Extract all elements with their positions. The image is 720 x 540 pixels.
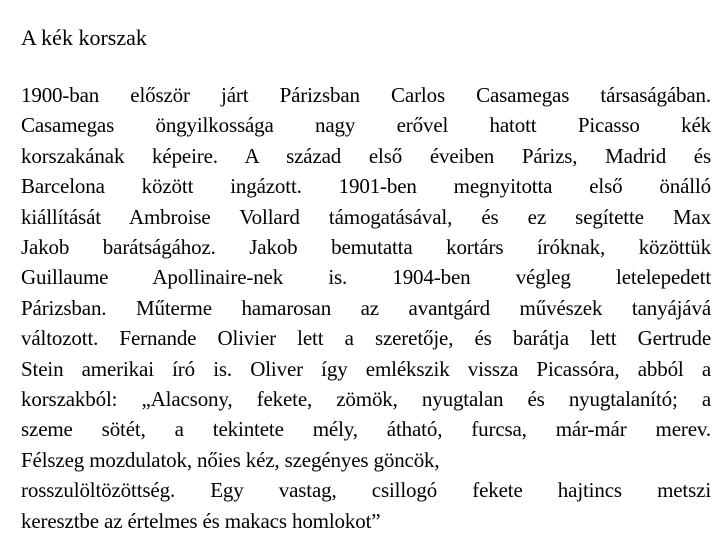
body-line: szeme sötét, a tekintete mély, átható, furcsa, már-már merev.	[21, 417, 711, 442]
body-line: 1900-ban először járt Párizsban Carlos Casamegas társaságában.	[21, 83, 711, 107]
body-line: rosszulöltözöttség. Egy vastag, csillogó fekete hajtincs metszi	[21, 478, 711, 503]
slide-body-text	[21, 80, 711, 536]
body-line: Barcelona között ingázott. 1901-ben megnyitotta első önálló	[21, 174, 711, 199]
body-line: Félszeg mozdulatok, nőies kéz, szegényes göncök,	[21, 447, 440, 472]
slide-title: A kék korszak	[21, 25, 147, 50]
body-line: keresztbe az értelmes és makacs homlokot”	[21, 508, 381, 533]
body-line: változott. Fernande Olivier lett a szeretője, és barátja lett Gertrude	[21, 326, 711, 351]
body-line: Stein amerikai író is. Oliver így emlékszik vissza Picassóra, abból a	[21, 356, 711, 381]
body-line: Guillaume Apollinaire-nek is. 1904-ben végleg letelepedett	[21, 265, 711, 290]
body-line: kiállítását Ambroise Vollard támogatásával, és ez segítette Max	[21, 204, 711, 229]
body-line: korszakának képeire. A század első éveiben Párizs, Madrid és	[21, 143, 711, 168]
body-line: Párizsban. Műterme hamarosan az avantgárd művészek tanyájává	[21, 295, 711, 320]
body-line: korszakból: „Alacsony, fekete, zömök, nyugtalan és nyugtalanító; a	[21, 387, 711, 412]
body-line: Casamegas öngyilkossága nagy erővel hatott Picasso kék	[21, 113, 711, 138]
body-line: Jakob barátságához. Jakob bemutatta kortárs íróknak, közöttük	[21, 235, 711, 260]
